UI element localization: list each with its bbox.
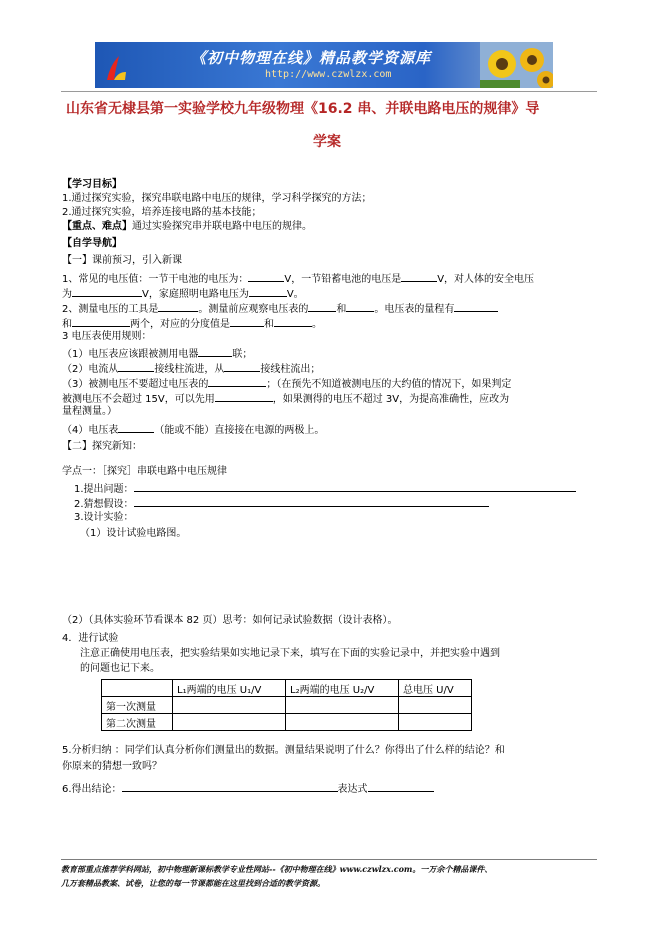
table-header-cell: L₂两端的电压 U₂/V xyxy=(286,680,399,697)
table-row xyxy=(102,714,472,731)
blank-expression[interactable] xyxy=(368,780,434,792)
step-3-2: （2）（具体实验环节看课本 82 页）思考：如何记录试验数据（设计表格）。 xyxy=(62,615,398,626)
rule-3-line3: 量程测量。） xyxy=(62,406,117,417)
blank-conclusion[interactable] xyxy=(122,780,338,792)
question-1-line2: 为 V，家庭照明电路电压为 V。 xyxy=(62,285,304,301)
blank-max-range[interactable] xyxy=(208,375,266,387)
logo-icon xyxy=(105,52,127,82)
step-4-text-2: 的问题也记下来。 xyxy=(80,663,160,674)
objective-1: 1.通过探究实验，探究串联电路中电压的规律，学习科学探究的方法； xyxy=(62,193,372,204)
rule-3-line1: （3）被测电压不要超过电压表的 ；（在预先不知道被测电压的大约值的情况下，如果判定 xyxy=(62,375,511,391)
footer-line-1: 教育部重点推荐学科网站，初中物理新课标教学专业性网站--《初中物理在线》www.czwlzx.com。一万余个精品课件、 xyxy=(61,864,493,874)
table-cell[interactable] xyxy=(173,714,286,731)
blank-first-range[interactable] xyxy=(215,390,273,402)
table-cell[interactable] xyxy=(286,697,399,714)
blank-tool[interactable] xyxy=(158,300,198,312)
page-title-continued: 学案 xyxy=(313,134,341,150)
blank-lead-battery-voltage[interactable] xyxy=(401,270,437,282)
study-point-1: 学点一：［探究］串联电路中电压规律 xyxy=(62,466,227,477)
blank-connection[interactable] xyxy=(198,345,232,357)
step-4-text-1: 注意正确使用电压表，把实验结果如实地记录下来，填写在下面的实验记录中，并把实验中遇到 xyxy=(80,648,500,659)
step-6: 6.得出结论： 表达式 xyxy=(62,780,434,796)
objectives-heading: 【学习目标】 xyxy=(62,179,122,190)
step-5-line2: 你原来的猜想一致吗？ xyxy=(62,761,162,772)
blank-hypothesis[interactable] xyxy=(134,495,489,507)
part2-heading: 【二】探究新知： xyxy=(62,441,142,452)
step-2: 2.猜想假设： xyxy=(74,495,489,511)
rule-4: （4）电压表 （能或不能）直接接在电源的两极上。 xyxy=(62,421,324,437)
step-1: 1.提出问题： xyxy=(74,480,576,496)
step-4: 4．进行试验 xyxy=(62,633,119,644)
blank-safe-voltage[interactable] xyxy=(72,285,142,297)
table-header-cell xyxy=(102,680,173,697)
self-study-heading: 【自学导航】 xyxy=(62,238,122,249)
table-header-cell: L₁两端的电压 U₁/V xyxy=(173,680,286,697)
banner-title: 《初中物理在线》精品教学资源库 xyxy=(191,49,432,67)
blank-observe-1[interactable] xyxy=(308,300,336,312)
table-row-label: 第二次测量 xyxy=(102,714,173,731)
blank-household-voltage[interactable] xyxy=(249,285,287,297)
step-5-line1: 5.分析归纳 ：同学们认真分析你们测量出的数据。测量结果说明了什么？你得出了什么样的结论？和 xyxy=(62,745,505,756)
table-row xyxy=(102,697,472,714)
blank-terminal-out[interactable] xyxy=(224,360,260,372)
step-3-1: （1）设计试验电路图。 xyxy=(80,528,187,539)
table-cell[interactable] xyxy=(399,714,472,731)
page-title: 山东省无棣县第一实验学校九年级物理《16.2 串、并联电路电压的规律》导 xyxy=(66,101,540,117)
blank-range-1[interactable] xyxy=(454,300,498,312)
rule-2: （2）电流从 接线柱流进，从 接线柱流出； xyxy=(62,360,320,376)
table-row-label: 第一次测量 xyxy=(102,697,173,714)
table-cell[interactable] xyxy=(286,714,399,731)
blank-range-2[interactable] xyxy=(72,315,130,327)
step-3: 3.设计实验： xyxy=(74,512,134,523)
key-points-text: 通过实验探究串并联电路中电压的规律。 xyxy=(132,221,312,232)
objective-2: 2.通过探究实验，培养连接电路的基本技能； xyxy=(62,207,262,218)
table-header-cell: 总电压 U/V xyxy=(399,680,472,697)
blank-division-1[interactable] xyxy=(230,315,264,327)
sunflower-image xyxy=(480,42,553,88)
question-2-line1: 2、测量电压的工具是 。测量前应观察电压表的 和 。电压表的量程有 xyxy=(62,300,498,316)
key-points xyxy=(62,220,312,233)
header-banner xyxy=(95,42,553,88)
blank-question[interactable] xyxy=(134,480,576,492)
blank-terminal-in[interactable] xyxy=(118,360,154,372)
key-points-label: 【重点、难点】 xyxy=(62,221,132,232)
footer-line-2: 几万套精品教案、试卷，让您的每一节课都能在这里找到合适的教学资源。 xyxy=(61,878,325,888)
footer-rule xyxy=(61,859,597,860)
banner-url[interactable]: http://www.czwlzx.com xyxy=(265,69,392,80)
table-header-row xyxy=(102,680,472,697)
question-2-line2: 和 两个，对应的分度值是 和 。 xyxy=(62,315,322,331)
blank-can-or-cannot[interactable] xyxy=(118,421,154,433)
blank-division-2[interactable] xyxy=(274,315,312,327)
part1-heading: 【一】课前预习，引入新课 xyxy=(62,255,182,266)
question-3: 3 电压表使用规则： xyxy=(62,331,152,342)
header-rule xyxy=(61,91,597,92)
question-1-line1: 1、常见的电压值：一节干电池的电压为： V，一节铅蓄电池的电压是 V，对人体的安全电压 xyxy=(62,270,534,286)
blank-observe-2[interactable] xyxy=(346,300,374,312)
table-cell[interactable] xyxy=(399,697,472,714)
table-cell[interactable] xyxy=(173,697,286,714)
blank-dry-cell-voltage[interactable] xyxy=(248,270,284,282)
record-table xyxy=(101,679,472,731)
rule-1: （1）电压表应该跟被测用电器 联； xyxy=(62,345,252,361)
rule-3-line2: 被测电压不会超过 15V，可以先用 ，如果测得的电压不超过 3V，为提高准确性，应改为 xyxy=(62,390,509,406)
